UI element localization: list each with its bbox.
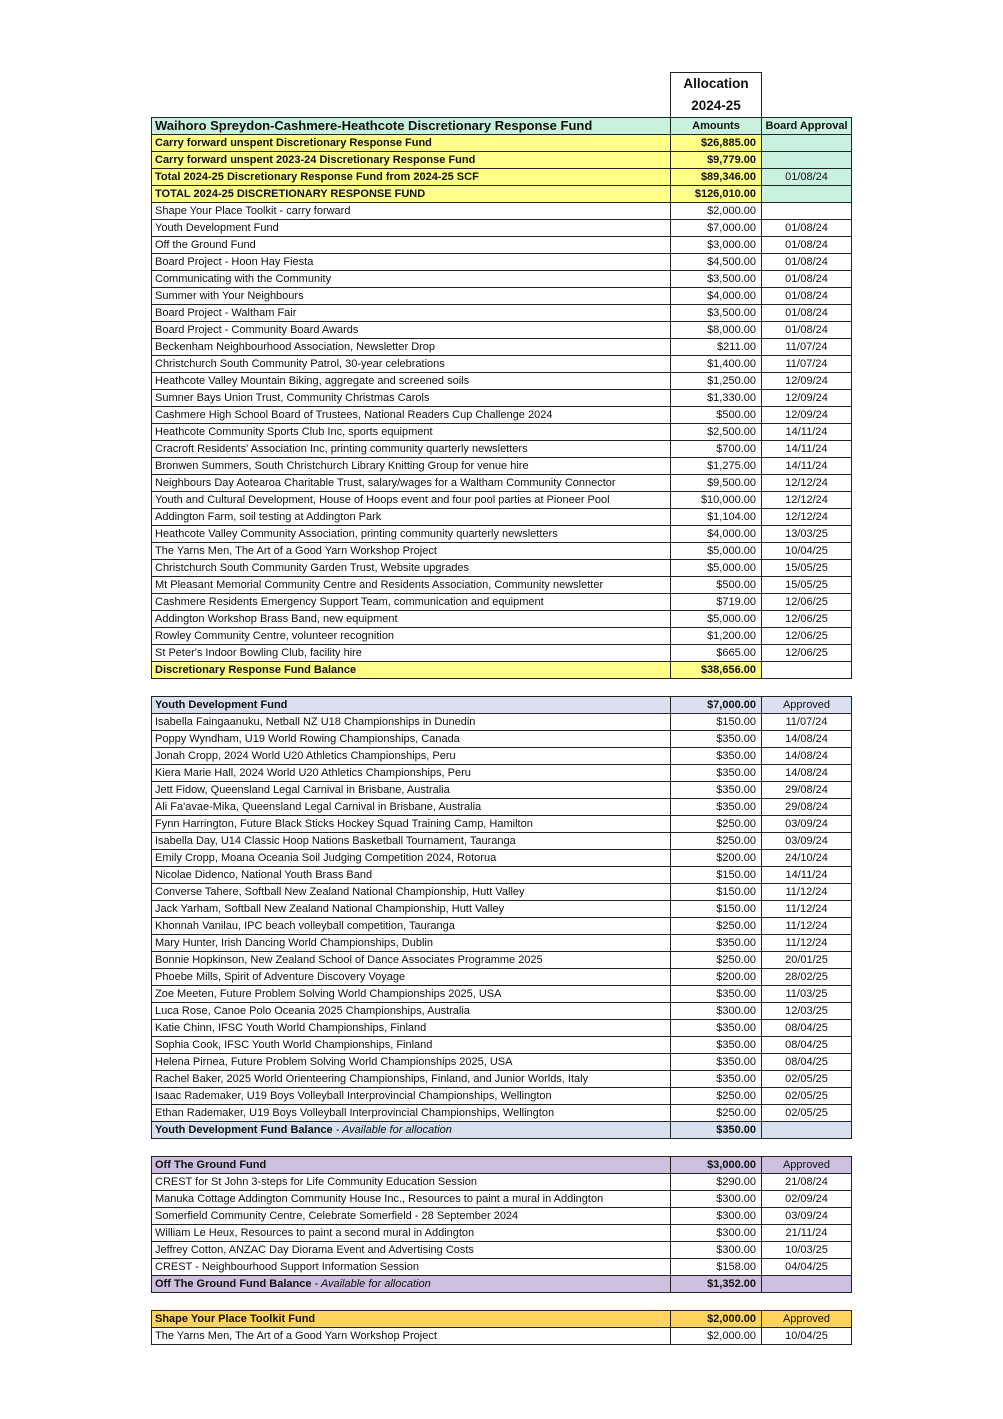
row-label: Heathcote Valley Community Association, printing community quarterly newsletters — [152, 526, 671, 543]
row-label: Ethan Rademaker, U19 Boys Volleyball Interprovincial Championships, Wellington — [152, 1105, 671, 1122]
allocation-row — [152, 407, 852, 424]
row-amount: $200.00 — [671, 969, 762, 986]
youth-balance-row — [152, 1122, 852, 1139]
row-amount: $2,500.00 — [671, 424, 762, 441]
allocation-row — [152, 543, 852, 560]
row-amount: $89,346.00 — [671, 169, 762, 186]
youth-row — [152, 850, 852, 867]
drf-balance-row — [152, 662, 852, 679]
row-date: 14/08/24 — [762, 765, 852, 782]
row-amount: $719.00 — [671, 594, 762, 611]
row-amount: $500.00 — [671, 407, 762, 424]
youth-fund-status: Approved — [762, 697, 852, 714]
row-amount: $350.00 — [671, 935, 762, 952]
allocation-row — [152, 509, 852, 526]
off-ground-fund-table — [151, 1156, 852, 1293]
row-amount: $126,010.00 — [671, 186, 762, 203]
row-amount: $211.00 — [671, 339, 762, 356]
row-date: 03/09/24 — [762, 833, 852, 850]
allocation-row — [152, 526, 852, 543]
row-label: Board Project - Waltham Fair — [152, 305, 671, 322]
row-date: 02/05/25 — [762, 1071, 852, 1088]
row-date: 08/04/25 — [762, 1020, 852, 1037]
row-label: Jack Yarham, Softball New Zealand National Championship, Hutt Valley — [152, 901, 671, 918]
row-date: 11/12/24 — [762, 884, 852, 901]
row-label: Off the Ground Fund — [152, 237, 671, 254]
row-date: 01/08/24 — [762, 305, 852, 322]
allocation-row — [152, 645, 852, 662]
row-date: 03/09/24 — [762, 816, 852, 833]
row-label: Cashmere High School Board of Trustees, National Readers Cup Challenge 2024 — [152, 407, 671, 424]
row-date: 14/11/24 — [762, 441, 852, 458]
balance-label-text: Youth Development Fund Balance — [155, 1124, 333, 1136]
allocation-row — [152, 373, 852, 390]
row-label: Youth Development Fund — [152, 220, 671, 237]
shape-your-place-table — [151, 1310, 852, 1345]
row-label: Summer with Your Neighbours — [152, 288, 671, 305]
row-date: 01/08/24 — [762, 322, 852, 339]
row-amount: $2,000.00 — [671, 1328, 762, 1345]
allocation-row — [152, 611, 852, 628]
row-amount: $500.00 — [671, 577, 762, 594]
youth-row — [152, 765, 852, 782]
row-date: 14/11/24 — [762, 867, 852, 884]
row-label: Isabella Day, U14 Classic Hoop Nations Basketball Tournament, Tauranga — [152, 833, 671, 850]
drf-balance-amount: $38,656.00 — [671, 662, 762, 679]
row-label: Christchurch South Community Garden Trust, Website upgrades — [152, 560, 671, 577]
youth-row — [152, 935, 852, 952]
offground-row — [152, 1208, 852, 1225]
row-amount: $1,275.00 — [671, 458, 762, 475]
row-date: 02/09/24 — [762, 1191, 852, 1208]
youth-row — [152, 1088, 852, 1105]
youth-balance-label — [152, 1122, 671, 1139]
row-amount: $7,000.00 — [671, 220, 762, 237]
row-label: Jonah Cropp, 2024 World U20 Athletics Championships, Peru — [152, 748, 671, 765]
row-date: 11/12/24 — [762, 918, 852, 935]
row-date: 12/09/24 — [762, 373, 852, 390]
summary-row — [152, 135, 852, 152]
row-amount: $350.00 — [671, 782, 762, 799]
row-date: 12/06/25 — [762, 628, 852, 645]
row-date: 14/11/24 — [762, 458, 852, 475]
youth-row — [152, 1037, 852, 1054]
drf-balance-label: Discretionary Response Fund Balance — [152, 662, 671, 679]
row-label: Cracroft Residents' Association Inc, printing community quarterly newsletters — [152, 441, 671, 458]
youth-fund-table — [151, 696, 852, 1139]
row-label: Jeffrey Cotton, ANZAC Day Diorama Event and Advertising Costs — [152, 1242, 671, 1259]
row-amount: $1,104.00 — [671, 509, 762, 526]
offground-balance-row — [152, 1276, 852, 1293]
row-label: Fynn Harrington, Future Black Sticks Hockey Squad Training Camp, Hamilton — [152, 816, 671, 833]
allocation-row — [152, 560, 852, 577]
allocation-row — [152, 288, 852, 305]
youth-row — [152, 799, 852, 816]
allocation-row — [152, 594, 852, 611]
shape-row — [152, 1328, 852, 1345]
allocation-row — [152, 458, 852, 475]
youth-row — [152, 714, 852, 731]
youth-row — [152, 748, 852, 765]
row-date: 01/08/24 — [762, 220, 852, 237]
allocation-row — [152, 628, 852, 645]
row-label: Board Project - Hoon Hay Fiesta — [152, 254, 671, 271]
row-date: 12/09/24 — [762, 407, 852, 424]
row-label: The Yarns Men, The Art of a Good Yarn Workshop Project — [152, 1328, 671, 1345]
row-date: 01/08/24 — [762, 288, 852, 305]
row-amount: $5,000.00 — [671, 560, 762, 577]
row-date: 12/06/25 — [762, 594, 852, 611]
shape-your-place-status: Approved — [762, 1311, 852, 1328]
row-label: Shape Your Place Toolkit - carry forward — [152, 203, 671, 220]
row-date: 21/11/24 — [762, 1225, 852, 1242]
allocation-row — [152, 390, 852, 407]
allocation-row — [152, 424, 852, 441]
row-date: 20/01/25 — [762, 952, 852, 969]
row-date: 24/10/24 — [762, 850, 852, 867]
youth-row — [152, 952, 852, 969]
row-date: 08/04/25 — [762, 1054, 852, 1071]
row-date — [762, 135, 852, 152]
row-label: Zoe Meeten, Future Problem Solving World Championships 2025, USA — [152, 986, 671, 1003]
row-date: 11/12/24 — [762, 901, 852, 918]
row-label: Addington Workshop Brass Band, new equipment — [152, 611, 671, 628]
allocation-row — [152, 203, 852, 220]
row-amount: $250.00 — [671, 918, 762, 935]
youth-row — [152, 1054, 852, 1071]
row-date — [762, 152, 852, 169]
youth-row — [152, 918, 852, 935]
off-ground-fund-header — [152, 1157, 852, 1174]
row-date: 12/03/25 — [762, 1003, 852, 1020]
youth-row — [152, 782, 852, 799]
row-label: St Peter's Indoor Bowling Club, facility hire — [152, 645, 671, 662]
row-label: Katie Chinn, IFSC Youth World Championships, Finland — [152, 1020, 671, 1037]
youth-row — [152, 901, 852, 918]
row-date: 10/04/25 — [762, 543, 852, 560]
youth-fund-amount: $7,000.00 — [671, 697, 762, 714]
row-amount: $250.00 — [671, 1105, 762, 1122]
row-amount: $350.00 — [671, 1054, 762, 1071]
row-label: Isaac Rademaker, U19 Boys Volleyball Interprovincial Championships, Wellington — [152, 1088, 671, 1105]
youth-row — [152, 1003, 852, 1020]
row-amount: $350.00 — [671, 1037, 762, 1054]
row-label: Communicating with the Community — [152, 271, 671, 288]
row-label: Phoebe Mills, Spirit of Adventure Discovery Voyage — [152, 969, 671, 986]
row-date: 21/08/24 — [762, 1174, 852, 1191]
row-label: Poppy Wyndham, U19 World Rowing Championships, Canada — [152, 731, 671, 748]
row-label: Sophia Cook, IFSC Youth World Championships, Finland — [152, 1037, 671, 1054]
allocation-row — [152, 322, 852, 339]
offground-row — [152, 1225, 852, 1242]
offground-balance-label — [152, 1276, 671, 1293]
summary-row — [152, 186, 852, 203]
row-amount: $290.00 — [671, 1174, 762, 1191]
row-date: 14/08/24 — [762, 748, 852, 765]
amounts-column-header: Amounts — [671, 118, 762, 135]
row-date: 03/09/24 — [762, 1208, 852, 1225]
allocation-row — [152, 339, 852, 356]
youth-row — [152, 884, 852, 901]
row-date: 11/12/24 — [762, 935, 852, 952]
row-amount: $350.00 — [671, 731, 762, 748]
row-date: 29/08/24 — [762, 799, 852, 816]
shape-your-place-header — [152, 1311, 852, 1328]
row-label: Kiera Marie Hall, 2024 World U20 Athletics Championships, Peru — [152, 765, 671, 782]
row-amount: $3,000.00 — [671, 237, 762, 254]
row-date: 01/08/24 — [762, 254, 852, 271]
row-label: The Yarns Men, The Art of a Good Yarn Workshop Project — [152, 543, 671, 560]
row-date: 01/08/24 — [762, 271, 852, 288]
row-label: Beckenham Neighbourhood Association, Newsletter Drop — [152, 339, 671, 356]
row-amount: $4,000.00 — [671, 288, 762, 305]
row-label: Somerfield Community Centre, Celebrate Somerfield - 28 September 2024 — [152, 1208, 671, 1225]
balance-label-text: Off The Ground Fund Balance — [155, 1278, 312, 1290]
row-label: Bronwen Summers, South Christchurch Library Knitting Group for venue hire — [152, 458, 671, 475]
balance-note: - Available for allocation — [332, 1124, 452, 1136]
row-amount: $350.00 — [671, 748, 762, 765]
row-label: Cashmere Residents Emergency Support Team, communication and equipment — [152, 594, 671, 611]
offground-row — [152, 1191, 852, 1208]
row-amount: $3,500.00 — [671, 271, 762, 288]
row-label: Isabella Faingaanuku, Netball NZ U18 Championships in Dunedin — [152, 714, 671, 731]
allocation-row — [152, 220, 852, 237]
row-date: 12/12/24 — [762, 492, 852, 509]
row-amount: $4,000.00 — [671, 526, 762, 543]
row-label: Sumner Bays Union Trust, Community Christmas Carols — [152, 390, 671, 407]
allocation-row — [152, 475, 852, 492]
row-label: Rowley Community Centre, volunteer recognition — [152, 628, 671, 645]
allocation-row — [152, 305, 852, 322]
row-label: CREST for St John 3-steps for Life Community Education Session — [152, 1174, 671, 1191]
row-amount: $250.00 — [671, 952, 762, 969]
youth-row — [152, 1071, 852, 1088]
row-date: 14/08/24 — [762, 731, 852, 748]
youth-balance-amount: $350.00 — [671, 1122, 762, 1139]
drf-balance-blank — [762, 662, 852, 679]
row-amount: $300.00 — [671, 1225, 762, 1242]
row-date: 29/08/24 — [762, 782, 852, 799]
row-label: Mary Hunter, Irish Dancing World Championships, Dublin — [152, 935, 671, 952]
row-label: Total 2024-25 Discretionary Response Fund from 2024-25 SCF — [152, 169, 671, 186]
row-amount: $150.00 — [671, 714, 762, 731]
row-amount: $1,330.00 — [671, 390, 762, 407]
row-amount: $300.00 — [671, 1191, 762, 1208]
row-amount: $150.00 — [671, 867, 762, 884]
allocation-row — [152, 492, 852, 509]
youth-row — [152, 969, 852, 986]
row-amount: $4,500.00 — [671, 254, 762, 271]
youth-row — [152, 1020, 852, 1037]
row-amount: $150.00 — [671, 901, 762, 918]
row-amount: $2,000.00 — [671, 203, 762, 220]
youth-fund-header — [152, 697, 852, 714]
row-label: Mt Pleasant Memorial Community Centre and Residents Association, Community newsletter — [152, 577, 671, 594]
row-date: 12/12/24 — [762, 509, 852, 526]
row-amount: $10,000.00 — [671, 492, 762, 509]
row-label: Heathcote Community Sports Club Inc, sports equipment — [152, 424, 671, 441]
row-label: Carry forward unspent Discretionary Response Fund — [152, 135, 671, 152]
allocation-row — [152, 237, 852, 254]
fund-spreadsheet — [151, 72, 851, 1345]
youth-row — [152, 867, 852, 884]
row-label: William Le Heux, Resources to paint a second mural in Addington — [152, 1225, 671, 1242]
row-label: Helena Pirnea, Future Problem Solving World Championships 2025, USA — [152, 1054, 671, 1071]
board-approval-column-header: Board Approval — [762, 118, 852, 135]
fund-title-row — [152, 118, 852, 135]
row-amount: $9,500.00 — [671, 475, 762, 492]
row-date: 01/08/24 — [762, 237, 852, 254]
row-label: Rachel Baker, 2025 World Orienteering Championships, Finland, and Junior Worlds, Italy — [152, 1071, 671, 1088]
row-date — [762, 186, 852, 203]
row-amount: $300.00 — [671, 1242, 762, 1259]
allocation-row — [152, 356, 852, 373]
row-label: CREST - Neighbourhood Support Information Session — [152, 1259, 671, 1276]
row-date: 15/05/25 — [762, 560, 852, 577]
row-amount: $665.00 — [671, 645, 762, 662]
row-label: Converse Tahere, Softball New Zealand National Championship, Hutt Valley — [152, 884, 671, 901]
row-amount: $350.00 — [671, 799, 762, 816]
shape-your-place-title: Shape Your Place Toolkit Fund — [152, 1311, 671, 1328]
row-date: 14/11/24 — [762, 424, 852, 441]
row-date: 08/04/25 — [762, 1037, 852, 1054]
balance-note: - Available for allocation — [311, 1278, 431, 1290]
row-label: TOTAL 2024-25 DISCRETIONARY RESPONSE FUND — [152, 186, 671, 203]
allocation-row — [152, 441, 852, 458]
youth-row — [152, 833, 852, 850]
row-label: Heathcote Valley Mountain Biking, aggregate and screened soils — [152, 373, 671, 390]
row-amount: $3,500.00 — [671, 305, 762, 322]
row-date: 11/07/24 — [762, 339, 852, 356]
row-amount: $26,885.00 — [671, 135, 762, 152]
allocation-row — [152, 254, 852, 271]
drf-table — [151, 72, 852, 679]
row-amount: $350.00 — [671, 1020, 762, 1037]
row-amount: $300.00 — [671, 1003, 762, 1020]
row-label: Bonnie Hopkinson, New Zealand School of Dance Associates Programme 2025 — [152, 952, 671, 969]
summary-row — [152, 152, 852, 169]
row-date: 11/03/25 — [762, 986, 852, 1003]
row-label: Christchurch South Community Patrol, 30-year celebrations — [152, 356, 671, 373]
row-date: 12/06/25 — [762, 611, 852, 628]
row-label: Board Project - Community Board Awards — [152, 322, 671, 339]
youth-row — [152, 731, 852, 748]
off-ground-fund-status: Approved — [762, 1157, 852, 1174]
row-amount: $250.00 — [671, 816, 762, 833]
row-date: 10/03/25 — [762, 1242, 852, 1259]
row-amount: $8,000.00 — [671, 322, 762, 339]
shape-your-place-amount: $2,000.00 — [671, 1311, 762, 1328]
row-amount: $300.00 — [671, 1208, 762, 1225]
row-label: Emily Cropp, Moana Oceania Soil Judging Competition 2024, Rotorua — [152, 850, 671, 867]
row-label: Youth and Cultural Development, House of Hoops event and four pool parties at Pioneer Pool — [152, 492, 671, 509]
offground-row — [152, 1259, 852, 1276]
row-label: Neighbours Day Aotearoa Charitable Trust, salary/wages for a Waltham Community Connector — [152, 475, 671, 492]
youth-row — [152, 986, 852, 1003]
offground-row — [152, 1242, 852, 1259]
fund-title: Waihoro Spreydon-Cashmere-Heathcote Discretionary Response Fund — [152, 118, 671, 135]
row-label: Khonnah Vanilau, IPC beach volleyball competition, Tauranga — [152, 918, 671, 935]
row-date: 11/07/24 — [762, 356, 852, 373]
off-ground-fund-title: Off The Ground Fund — [152, 1157, 671, 1174]
row-date — [762, 203, 852, 220]
row-date: 02/05/25 — [762, 1088, 852, 1105]
row-date: 28/02/25 — [762, 969, 852, 986]
row-amount: $700.00 — [671, 441, 762, 458]
row-date: 12/09/24 — [762, 390, 852, 407]
off-ground-fund-amount: $3,000.00 — [671, 1157, 762, 1174]
row-date: 10/04/25 — [762, 1328, 852, 1345]
row-amount: $200.00 — [671, 850, 762, 867]
row-date: 11/07/24 — [762, 714, 852, 731]
row-amount: $5,000.00 — [671, 611, 762, 628]
row-amount: $250.00 — [671, 833, 762, 850]
row-amount: $150.00 — [671, 884, 762, 901]
offground-balance-blank — [762, 1276, 852, 1293]
allocation-header-line2: 2024-25 — [671, 95, 762, 118]
row-amount: $350.00 — [671, 1071, 762, 1088]
row-amount: $1,400.00 — [671, 356, 762, 373]
row-label: Luca Rose, Canoe Polo Oceania 2025 Championships, Australia — [152, 1003, 671, 1020]
row-label: Ali Fa'avae-Mika, Queensland Legal Carnival in Brisbane, Australia — [152, 799, 671, 816]
offground-row — [152, 1174, 852, 1191]
row-date: 13/03/25 — [762, 526, 852, 543]
row-label: Nicolae Didenco, National Youth Brass Band — [152, 867, 671, 884]
row-date: 12/06/25 — [762, 645, 852, 662]
row-label: Addington Farm, soil testing at Addington Park — [152, 509, 671, 526]
allocation-row — [152, 271, 852, 288]
row-amount: $158.00 — [671, 1259, 762, 1276]
allocation-row — [152, 577, 852, 594]
row-label: Carry forward unspent 2023-24 Discretionary Response Fund — [152, 152, 671, 169]
youth-balance-blank — [762, 1122, 852, 1139]
row-amount: $1,200.00 — [671, 628, 762, 645]
row-date: 15/05/25 — [762, 577, 852, 594]
row-amount: $350.00 — [671, 986, 762, 1003]
row-amount: $9,779.00 — [671, 152, 762, 169]
youth-fund-title: Youth Development Fund — [152, 697, 671, 714]
allocation-header-line1: Allocation — [671, 73, 762, 96]
row-date: 02/05/25 — [762, 1105, 852, 1122]
row-date: 01/08/24 — [762, 169, 852, 186]
row-label: Manuka Cottage Addington Community House Inc., Resources to paint a mural in Addington — [152, 1191, 671, 1208]
summary-row — [152, 169, 852, 186]
row-amount: $250.00 — [671, 1088, 762, 1105]
youth-row — [152, 1105, 852, 1122]
youth-row — [152, 816, 852, 833]
row-amount: $350.00 — [671, 765, 762, 782]
row-amount: $1,250.00 — [671, 373, 762, 390]
row-date: 12/12/24 — [762, 475, 852, 492]
row-label: Jett Fidow, Queensland Legal Carnival in Brisbane, Australia — [152, 782, 671, 799]
row-amount: $5,000.00 — [671, 543, 762, 560]
row-date: 04/04/25 — [762, 1259, 852, 1276]
offground-balance-amount: $1,352.00 — [671, 1276, 762, 1293]
